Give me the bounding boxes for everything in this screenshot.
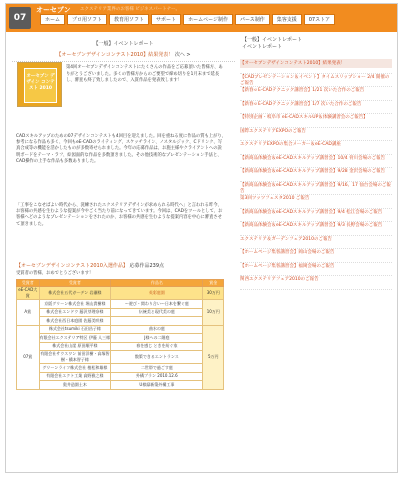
sidebar-item[interactable]: 【特別企画・岐阜市 eE-CADスキルUP＆体験講習会のご報告】	[240, 114, 392, 128]
sidebar	[240, 37, 390, 51]
sidebar-item[interactable]: 第3回ツッツフェスタ2010 ご報告	[240, 195, 392, 209]
sidebar-title: 【一般】イベントレポート	[242, 37, 303, 43]
results-table	[16, 279, 224, 390]
cell-winner: 株式会社エンドウ 藤沢芽理奈様	[39, 308, 111, 317]
main-column	[12, 37, 235, 65]
cell-work[interactable]: J様への二階庭	[111, 334, 203, 343]
sidebar-item[interactable]: エクステリアEXPOの集合メーカー＆eE-CAD講座	[240, 141, 392, 155]
cell-winner: 株式会社五代ガーデン 岩瀬様	[39, 287, 111, 300]
cell-winner: 株式会社山崖 原田順平様	[39, 342, 111, 351]
table-row	[17, 372, 224, 381]
nav-homepage[interactable]: ホームページ制作	[183, 14, 233, 25]
sidebar-item[interactable]: 【新春ｅE-CADテクニック講習会】1/21 次いた合作のご報告	[240, 87, 392, 101]
col-work: 作品名	[111, 280, 203, 287]
sidebar-subtitle: イベントレポート	[242, 44, 283, 50]
body-paragraph-1: CADスキルアップのための07デザインコンテストも4回目を迎えました。回を重ねる度に作品の質も上がり、参考になる作品も多く、今回もeE-CADのライティング、スケッチライン、ノスタルジック、Cドリンク、写真合成等の機能を活かしたものが多数寄せられました。今年の応募作品は、お施主様やクライアントへの説明ボードをテーマ・ラフ、絵図面的な作品を多数頂きました。その他技術的なプレゼンテーション手法と、CAD操作の上手な作品も多数ありました。	[16, 134, 226, 164]
col-award: 受賞者	[17, 280, 40, 287]
intro-text: 第4回オーセブンデザインコンテストにたくさんの作品をご応募頂いた皆様方、ありがとうございました。多くの皆様方からのご要望で締め切りを1月末まで延長し、審査も終了致しましたので、入賞作品を発表致します！	[66, 65, 223, 83]
sidebar-item[interactable]: 【ホームページ集客講習会】岡山会場のご報告	[240, 249, 392, 263]
cell-winner: グリーンライフ株式会社 植松和雄様	[39, 364, 111, 373]
cell-prize: 30万円	[203, 287, 224, 300]
table-row	[17, 381, 224, 390]
nav-perspective[interactable]: パース制作	[235, 14, 270, 25]
contest-thumbnail-label: オーセブン デザイン コンテスト 2010	[24, 68, 57, 103]
article-title	[12, 51, 235, 58]
article-title-text: 【オーセブンデザインコンテスト2010】結果発表！	[56, 52, 174, 58]
cell-winner: 奥井造園土木	[39, 381, 111, 390]
cell-work[interactable]: 散策できるエントランス	[111, 351, 203, 364]
cell-winner: 有限会社エクト工業 高野雅之様	[39, 372, 111, 381]
cell-winner: 株式会社tsumiki 石田昌子様	[39, 325, 111, 334]
sidebar-item[interactable]: 【新商品体験会＆eE-CADスキルアップ講習会】9/4 松江会場のご報告	[240, 209, 392, 223]
cell-award: 07賞	[17, 325, 40, 389]
sidebar-item[interactable]: 【新商品体験会＆eE-CADスキルアップ講習会】9/28 金沢会場のご報告	[240, 168, 392, 182]
results-congrats: 受賞者の皆様、おめでとうございます！	[16, 271, 94, 276]
sidebar-item[interactable]: 【ホームページ集客講習会】福岡会場のご報告	[240, 263, 392, 277]
nav-edu-software[interactable]: 教育用ソフト	[109, 14, 149, 25]
cell-work[interactable]: ～遊び・関わり合い～日本を繋ぐ庭	[111, 300, 203, 309]
cell-prize: 10万円	[203, 300, 224, 326]
cell-work[interactable]: 伝統美と現代美の庭	[111, 308, 203, 317]
cell-winner: 株式会社西日本庭園 佐藤美咲様	[39, 317, 111, 326]
sidebar-item[interactable]: エクステリア＆ガーデンフェア2010のご報告	[240, 236, 392, 250]
site-tagline: エクステリア業界のお客様 ビジネスパートナー。	[80, 7, 180, 12]
table-row	[17, 342, 224, 351]
cell-winner: 京阪グリーン株式会社 堀山貴樹様	[39, 300, 111, 309]
cell-work[interactable]: U様邸新築外構工事	[111, 381, 203, 390]
cell-award: eE-CAD大賞	[18, 287, 38, 298]
table-header-row	[17, 280, 224, 287]
table-row	[17, 308, 224, 317]
sidebar-item[interactable]: 国際エクステリアEXPOのご報告	[240, 128, 392, 142]
brand-name: オーセブン	[36, 6, 71, 14]
table-row	[17, 325, 224, 334]
main-nav	[40, 14, 335, 25]
site-logo[interactable]: 07	[9, 7, 31, 29]
sidebar-item[interactable]: 【新商品体験会＆eE-CADスキルアップ講習会】9/16、17 仙台会場のご報告	[240, 182, 391, 194]
table-row	[17, 364, 224, 373]
table-row	[17, 287, 224, 300]
sidebar-item[interactable]: 【オーセブンデザインコンテスト2010】結果発表！	[240, 60, 392, 74]
nav-marketing[interactable]: 集客支援	[272, 14, 302, 25]
table-row	[17, 300, 224, 309]
next-link[interactable]: 次へ >	[174, 52, 191, 58]
cell-work[interactable]: 二世帯で過ごす庭	[111, 364, 203, 373]
nav-store[interactable]: 07ストア	[304, 14, 335, 25]
cell-work[interactable]: 曲水の庭	[111, 325, 203, 334]
table-row	[17, 317, 224, 326]
col-prize: 賞金	[203, 280, 224, 287]
sidebar-item[interactable]: 【新春ｅE-CADテクニック講習会】1/7 次いた合作のご報告	[240, 101, 392, 115]
cell-work[interactable]	[111, 317, 203, 326]
cell-work[interactable]: 英彩庭園	[111, 287, 203, 300]
table-row	[17, 351, 224, 364]
sidebar-report-list	[240, 60, 392, 290]
cell-work[interactable]: 外構プラン 2010.12.6	[111, 372, 203, 381]
nav-pro-software[interactable]: プロ用ソフト	[67, 14, 107, 25]
results-count: 応募作品239点	[129, 263, 165, 269]
sidebar-item[interactable]: 【CADプレゼンテーション＆イベント】タイムスリップショー 2/4 開催のご報告	[240, 74, 392, 88]
results-title: 【オーセブンデザインコンテスト2010入選作品】	[16, 263, 128, 269]
cell-work[interactable]: 春を感じ ときを紡ぐ家	[111, 342, 203, 351]
table-row	[17, 334, 224, 343]
cell-prize: 5万円	[203, 325, 224, 389]
cell-award: A賞	[17, 300, 40, 326]
results-heading	[16, 262, 164, 269]
nav-home[interactable]: ホーム	[40, 14, 65, 25]
col-winner: 受賞者	[39, 280, 111, 287]
section-title: 【一般】イベントレポート	[93, 41, 154, 47]
contest-thumbnail	[17, 62, 62, 107]
sidebar-item[interactable]: 関西エクステリアフェア2010のご報告	[240, 276, 392, 290]
cell-winner: 有限会社エクステリア特区 伊藤 人三様	[39, 334, 111, 343]
nav-support[interactable]: サポート	[151, 14, 181, 25]
body-paragraph-2: 「工事をこなせばよい時代から、洗練されたエクステリアデザインが求められる時代へ」と言われる昨今、お客様の共感を生むような提案が今やごく当たり前になってきています。今回は、CADをツールとして、お客様へどのようなプレゼンテーションをされたのか、お客様の共感を生むような提案内容を中心に審査させて頂きました。	[16, 203, 223, 227]
cell-winner: 有限会社サウスワン 前田洋樹・高塚智樹・橋本智子様	[40, 351, 110, 362]
sidebar-item[interactable]: 【新商品体験会＆eE-CADスキルアップ講習会】10/4 骨川会場のご報告	[240, 155, 392, 169]
sidebar-item[interactable]: 【新商品体験会＆eE-CADスキルアップ講習会】9/3 長野会場のご報告	[240, 222, 392, 236]
